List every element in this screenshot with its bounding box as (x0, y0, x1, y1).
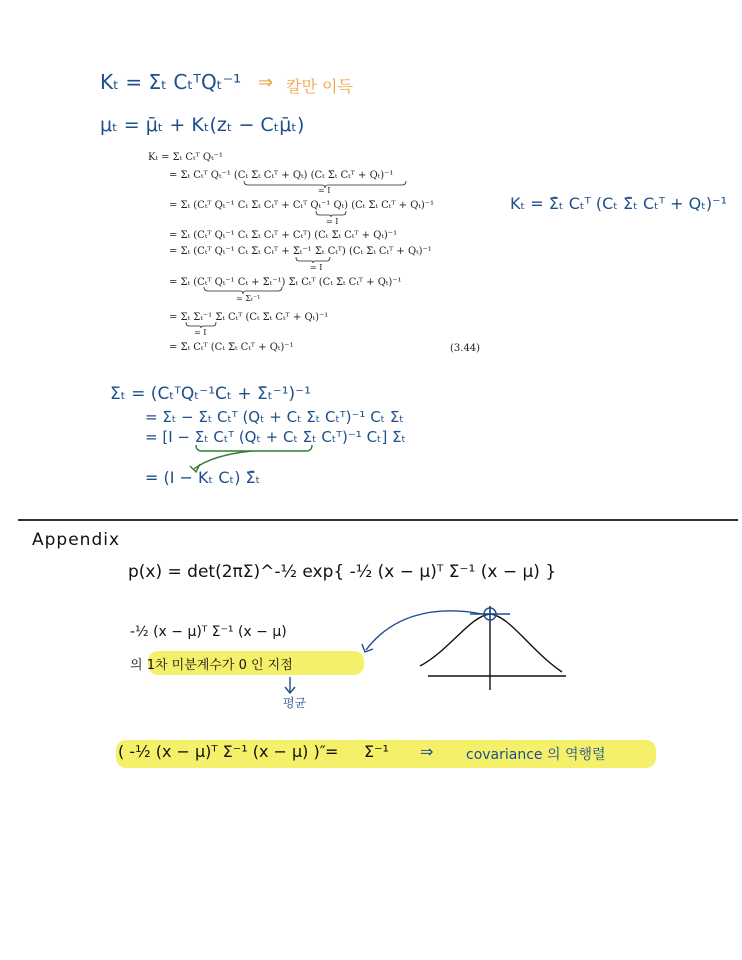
first-derivative-note: 의 1차 미분계수가 0 인 지점 (130, 658, 293, 673)
covariance-line-1: Σₜ = (CₜᵀQₜ⁻¹Cₜ + Σ̄ₜ⁻¹)⁻¹ (110, 384, 311, 404)
exponent-term: -½ (x − μ)ᵀ Σ⁻¹ (x − μ) (130, 624, 287, 640)
appendix-title: Appendix (32, 530, 121, 550)
sigma-inverse: Σ⁻¹ (364, 742, 389, 761)
mean-arrow-label: 평균 (283, 696, 307, 710)
kalman-gain-note: 칼만 이득 (286, 77, 353, 96)
gaussian-pdf-formula: p(x) = det(2πΣ)^-½ exp{ -½ (x − μ)ᵀ Σ⁻¹ (x − μ) } (128, 562, 557, 582)
derivation-line-3: = Σₜ (Cₜᵀ Qₜ⁻¹ Cₜ Σ̄ₜ Cₜᵀ + Cₜᵀ Qₜ⁻¹ Qₜ) (Cₜ Σ̄ₜ Cₜᵀ + Qₜ)⁻¹ (169, 200, 435, 211)
green-bracket (196, 445, 312, 451)
gaussian-curve (420, 614, 562, 672)
covariance-note: covariance 의 역행렬 (466, 747, 606, 763)
brace-label-3: = I (310, 263, 323, 272)
covariance-line-3: = [I − Σ̄ₜ Cₜᵀ (Qₜ + Cₜ Σ̄ₜ Cₜᵀ)⁻¹ Cₜ] Σ̄ₜ (145, 428, 406, 446)
brace-label-4: = Σₜ⁻¹ (236, 294, 261, 303)
underbrace-1 (244, 181, 406, 188)
equation-number: (3.44) (450, 343, 481, 354)
kalman-gain-formula: Kₜ = Σₜ CₜᵀQₜ⁻¹ (100, 70, 242, 94)
underbrace-3 (296, 257, 330, 263)
derivation-line-7: = Σₜ Σₜ⁻¹ Σ̄ₜ Cₜᵀ (Cₜ Σ̄ₜ Cₜᵀ + Qₜ)⁻¹ (169, 312, 329, 323)
derivation-line-4: = Σₜ (Cₜᵀ Qₜ⁻¹ Cₜ Σ̄ₜ Cₜᵀ + Cₜᵀ) (Cₜ Σ̄ₜ Cₜᵀ + Qₜ)⁻¹ (169, 230, 398, 241)
brace-label-2: = I (326, 217, 339, 226)
pointer-arrow (366, 611, 482, 650)
brace-label-5: = I (194, 328, 207, 337)
covariance-line-4: = (I − Kₜ Cₜ) Σ̄ₜ (145, 468, 261, 487)
derivation-line-5: = Σₜ (Cₜᵀ Qₜ⁻¹ Cₜ Σ̄ₜ Cₜᵀ + Σ̄ₜ⁻¹ Σ̄ₜ Cₜᵀ) (Cₜ Σ̄ₜ Cₜᵀ + Qₜ)⁻¹ (169, 246, 432, 257)
derivation-line-8: = Σ̄ₜ Cₜᵀ (Cₜ Σ̄ₜ Cₜᵀ + Qₜ)⁻¹ (169, 342, 294, 353)
brace-label-1: = I (318, 186, 331, 195)
covariance-line-2: = Σ̄ₜ − Σ̄ₜ Cₜᵀ (Qₜ + Cₜ Σ̄ₜ Cₜᵀ)⁻¹ Cₜ Σ̄ₜ (145, 408, 404, 426)
implies-arrow: ⇒ (258, 72, 274, 93)
covariance-implies-arrow: ⇒ (420, 742, 434, 761)
green-arrow (194, 451, 252, 469)
mean-update-formula: μₜ = μ̄ₜ + Kₜ(zₜ − Cₜμ̄ₜ) (100, 114, 305, 136)
underbrace-4 (204, 287, 282, 294)
underbrace-5 (186, 322, 216, 328)
derivation-line-1: Kₜ = Σₜ Cₜᵀ Qₜ⁻¹ (148, 152, 223, 163)
derivation-line-6: = Σₜ (Cₜᵀ Qₜ⁻¹ Cₜ + Σ̄ₜ⁻¹) Σ̄ₜ Cₜᵀ (Cₜ Σ̄ₜ Cₜᵀ + Qₜ)⁻¹ (169, 277, 402, 288)
equals-sign: = (325, 742, 339, 761)
kalman-gain-alt-formula: Kₜ = Σ̄ₜ Cₜᵀ (Cₜ Σ̄ₜ Cₜᵀ + Qₜ)⁻¹ (510, 194, 728, 213)
second-derivative-expression: ( -½ (x − μ)ᵀ Σ⁻¹ (x − μ) )″ (118, 742, 326, 761)
derivation-line-2: = Σₜ Cₜᵀ Qₜ⁻¹ (Cₜ Σ̄ₜ Cₜᵀ + Qₜ) (Cₜ Σ̄ₜ Cₜᵀ + Qₜ)⁻¹ (169, 170, 394, 181)
underbrace-2 (316, 211, 346, 217)
